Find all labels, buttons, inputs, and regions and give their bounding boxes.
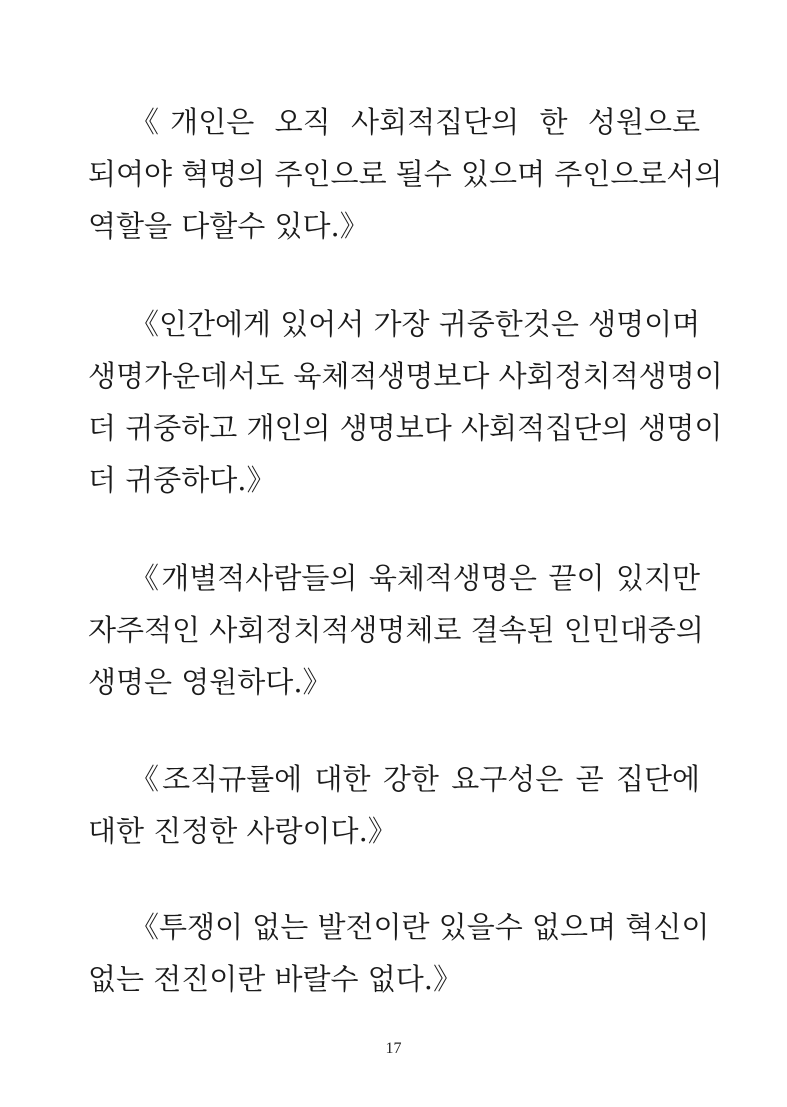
- text-line: 《개별적사람들의 육체적생명은 끝이 있지만: [130, 561, 700, 595]
- text-line: 《인간에게 있어서 가장 귀중한것은 생명이며: [130, 307, 701, 341]
- quote-paragraph-5: [88, 901, 710, 1005]
- text-line: 되여야 혁명의 주인으로 될수 있으며 주인으로서의: [88, 157, 723, 191]
- quote-paragraph-4: [88, 753, 700, 857]
- text-line: 《개인은 오직 사회적집단의 한 성원으로: [130, 105, 700, 139]
- text-line: 생명은 영원하다.》: [88, 665, 332, 699]
- text-line: 《조직규률에 대한 강한 요구성은 곧 집단에: [130, 762, 700, 796]
- quote-paragraph-3: [88, 552, 704, 708]
- text-line: 《투쟁이 없는 발전이란 있을수 없으며 혁신이: [130, 910, 710, 944]
- quote-paragraph-1: [88, 96, 723, 252]
- text-line: 더 귀중하다.》: [88, 463, 276, 497]
- page-number: 17: [385, 1040, 402, 1057]
- text-line: 더 귀중하고 개인의 생명보다 사회적집단의 생명이: [88, 411, 723, 445]
- text-line: 대한 진정한 사랑이다.》: [88, 814, 397, 848]
- text-line: 자주적인 사회정치적생명체로 결속된 인민대중의: [88, 613, 704, 647]
- text-line: 생명가운데서도 육체적생명보다 사회정치적생명이: [88, 359, 723, 393]
- text-line: 역할을 다할수 있다.》: [88, 209, 369, 243]
- quote-paragraph-2: [88, 298, 723, 506]
- text-line: 없는 전진이란 바랄수 없다.》: [88, 962, 463, 996]
